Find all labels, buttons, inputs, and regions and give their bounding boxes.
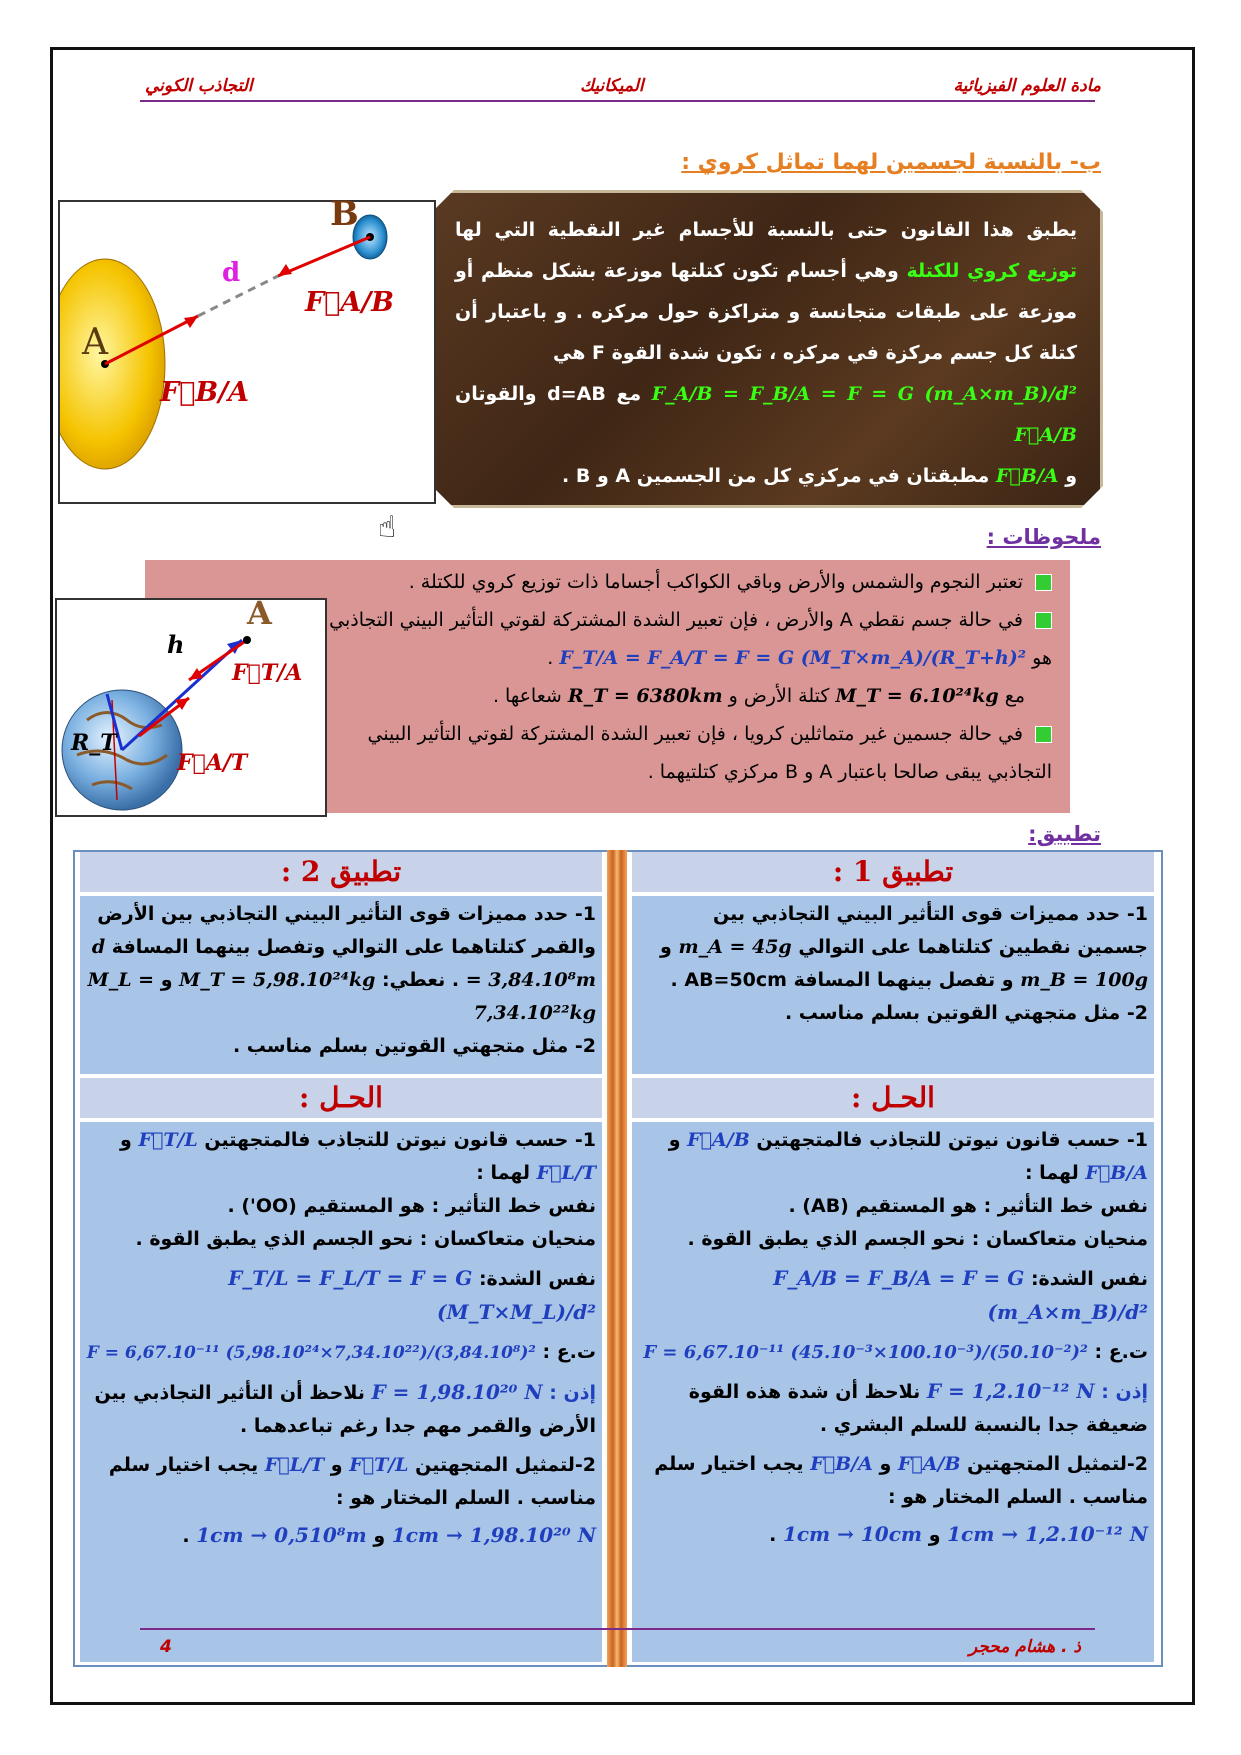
note-2-formula: F_T/A = F_A/T = F = G (M_T×m_A)/(R_T+h)² <box>559 647 1027 669</box>
footer-author: ذ . هشام محجر <box>968 1637 1081 1657</box>
note-3: في حالة جسمين غير متماثلين كرويا ، فإن تعبير الشدة المشتركة لقوتي التأثير البيني التجاذبي يبقى صالحا باعتبار A و B مركزي كتلتيهما . <box>367 723 1052 783</box>
page-number: 4 <box>160 1637 172 1657</box>
wood-formula-vec: F⃗A/B <box>1014 424 1077 446</box>
wood-line1b: توزيع كروي للكتلة <box>906 260 1077 282</box>
app1-solution-heading: الحـل : <box>632 1078 1154 1118</box>
figure1-label-fab: F⃗A/B <box>305 287 395 318</box>
column-divider <box>607 850 627 1667</box>
figure2-label-a: A <box>247 594 272 632</box>
figure1-label-b: B <box>330 194 359 234</box>
figure2-label-h: h <box>167 630 185 659</box>
applications-title: تطبيق: <box>1028 822 1101 846</box>
wood-line1c: وهي أجسام تكون كتلتها موزعة بشكل منظم أو موزعة على طبقات متجانسة و متراكزة حول مركزه . و باعتبار أن كتلة كل جسم مركزة في مركزه ، تكون شدة القوة F هي <box>455 260 1077 364</box>
header-unit: الميكانيك <box>580 76 644 96</box>
note-1: تعتبر النجوم والشمس والأرض وباقي الكواكب أجساما ذات توزيع كروي للكتلة . <box>320 563 1052 601</box>
wood-formula: F_A/B = F_B/A = F = G (m_A×m_B)/d² <box>651 383 1077 405</box>
wood-formula-mid: مع d=AB والقوتان <box>455 383 642 405</box>
note-2: في حالة جسم نقطي A والأرض ، فإن تعبير الشدة المشتركة لقوتي التأثير البيني التجاذبي هو F_T/A = F_A/T = F = G (M_T×m_A)/(R_T+h)² . <box>329 609 1052 669</box>
header-lesson: التجاذب الكوني <box>145 76 253 96</box>
wood-last-b: مطبقتان في مركزي كل من الجسمين A و B . <box>562 465 990 487</box>
note-earth-radius: R_T = 6380km <box>567 685 723 707</box>
wood-line1a: يطبق هذا القانون حتى بالنسبة للأجسام غير النقطية التي لها <box>455 219 1077 241</box>
app1-heading: تطبيق 1 : <box>632 852 1154 892</box>
app2-heading: تطبيق 2 : <box>80 852 602 892</box>
figure-earth-body <box>55 594 327 817</box>
figure1-label-fba: F⃗B/A <box>160 377 250 408</box>
app2-question: 1- حدد مميزات قوى التأثير البيني التجاذبي بين الأرض والقمر كتلتاهما على التوالي وتفصل بينهما المسافة d = 3,84.10⁸m . نعطي: M_T = 5,98.10²⁴kg و M_L = 7,34.10²²kg 2- مثل متجهتي القوتين بسلم مناسب . <box>80 896 602 1074</box>
header-divider <box>140 100 1095 102</box>
application-2 <box>80 852 602 1662</box>
note-2b: مع M_T = 6.10²⁴kg كتلة الأرض و R_T = 6380km شعاعها . <box>492 685 1025 707</box>
application-1 <box>632 852 1154 1662</box>
figure1-label-d: d <box>222 258 241 288</box>
wood-last-a: و <box>1065 465 1077 487</box>
hand-cursor-icon: ☝ <box>378 510 397 545</box>
wood-panel-text <box>455 210 1077 497</box>
note-earth-mass: M_T = 6.10²⁴kg <box>835 685 999 707</box>
sphere-a-shape <box>60 259 165 469</box>
notes-list <box>320 563 1052 791</box>
app1-solution: 1- حسب قانون نيوتن للتجاذب فالمتجهتين F⃗A/B و F⃗B/A لهما : نفس خط التأثير : هو المستقيم (AB) . منحيان متعاكسان : نحو الجسم الذي يطبق القوة . نفس الشدة: F_A/B = F_B/A = F = G (m_A×m_B)/d² ت.ع : F = 6,67.10⁻¹¹ (45.10⁻³×100.10⁻³)/(50.10⁻²)² إذن : F = 1,2.10⁻¹² N نلاحظ أن شدة هذه القوة ضعيفة جدا بالنسبة للسلم البشري . 2-لتمثيل المتجهتين F⃗A/B و F⃗B/A يجب اختيار سلم مناسب . السلم المختار هو : 1cm → 1,2.10⁻¹² N و 1cm → 10cm . <box>632 1122 1154 1662</box>
app1-question: 1- حدد مميزات قوى التأثير البيني التجاذبي بين جسمين نقطيين كتلتاهما على التوالي m_A = 45g و m_B = 100g و تفصل بينهما المسافة AB=50cm . 2- مثل متجهتي القوتين بسلم مناسب . <box>632 896 1154 1074</box>
footer-divider <box>140 1628 1095 1630</box>
bullet-icon <box>1035 574 1052 591</box>
bullet-icon <box>1035 726 1052 743</box>
notes-title: ملحوظات : <box>986 525 1101 549</box>
figure1-label-a: A <box>82 322 108 363</box>
wood-last-vec: F⃗B/A <box>995 465 1059 487</box>
bullet-icon <box>1035 612 1052 629</box>
app2-solution-heading: الحـل : <box>80 1078 602 1118</box>
figure2-label-fta: F⃗T/A <box>232 660 303 686</box>
figure-two-spheres <box>58 194 436 504</box>
app2-solution: 1- حسب قانون نيوتن للتجاذب فالمتجهتين F⃗T/L و F⃗L/T لهما : نفس خط التأثير : هو المستقيم (OO') . منحيان متعاكسان : نحو الجسم الذي يطبق القوة . نفس الشدة: F_T/L = F_L/T = F = G (M_T×M_L)/d² ت.ع : F = 6,67.10⁻¹¹ (5,98.10²⁴×7,34.10²²)/(3,84.10⁸)² إذن : F = 1,98.10²⁰ N نلاحظ أن التأثير التجاذبي بين الأرض والقمر مهم جدا رغم تباعدهما . 2-لتمثيل المتجهتين F⃗T/L و F⃗L/T يجب اختيار سلم مناسب . السلم المختار هو : 1cm → 1,98.10²⁰ N و 1cm → 0,510⁸m . <box>80 1122 602 1662</box>
section-title: ب- بالنسبة لجسمين لهما تماثل كروي : <box>681 150 1101 175</box>
figure2-label-fat: F⃗A/T <box>177 750 248 776</box>
header-subject: مادة العلوم الفيزيائية <box>953 76 1101 96</box>
figure2-label-rt: R_T <box>71 730 117 756</box>
